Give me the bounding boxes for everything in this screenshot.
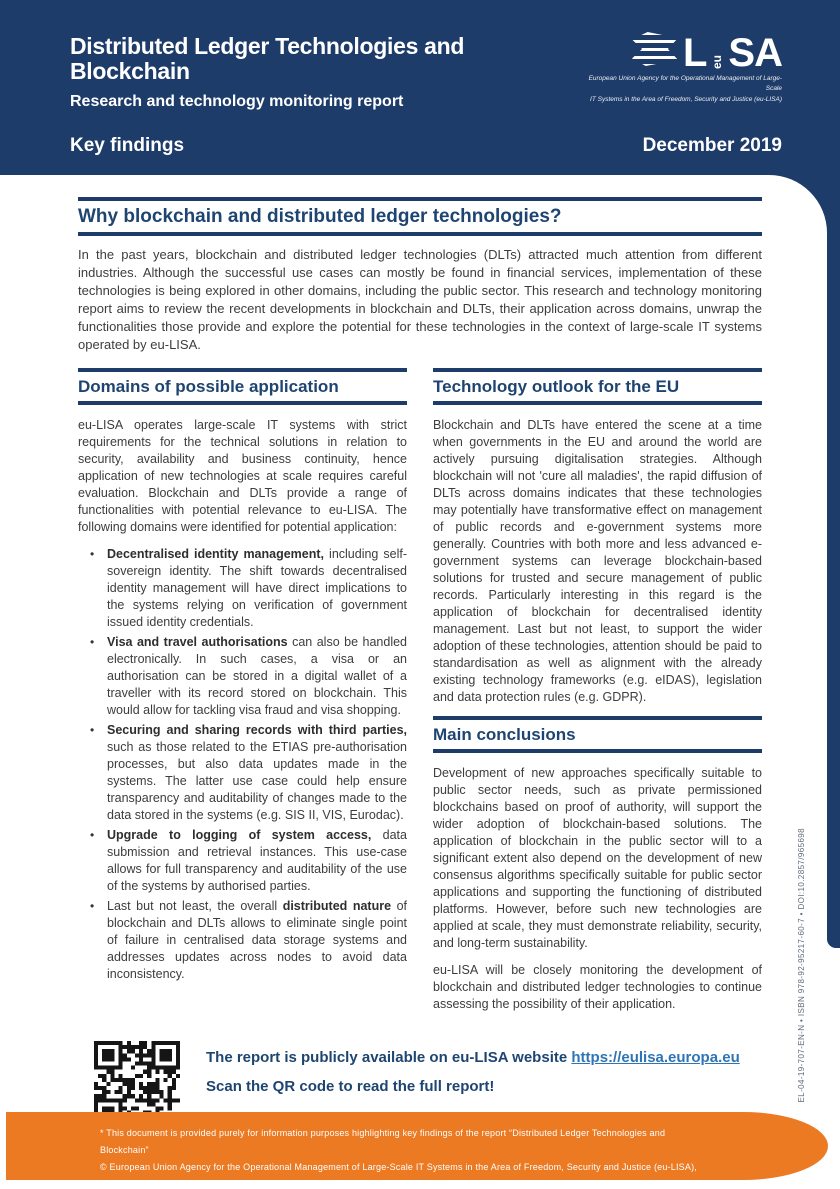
bullet-item-4: • Upgrade to logging of system access, data submission and retrieval instances. This use-case allows for full transparency and auditability of the use of the systems by authorised parties.: [90, 828, 407, 893]
domains-intro-paragraph: eu-LISA operates large-scale IT systems with strict requirements for the technical solutions in relation to security, availability and business continuity, hence application of new technologies at scale requires careful evaluation. Blockchain and DLTs provide a range of functionalities with potential relevance to eu-LISA. The following domains were identified for potential application:: [78, 418, 407, 534]
bullet-item-3: • Securing and sharing records with third parties, such as those related to the ETIAS pre-authorisation processes, but also data updates made in the systems. The latter use case could help ensure transparency and auditability of changes made to the data stored in the systems (e.g. SIS II, VIS, Eurodac).: [90, 723, 407, 822]
section-heading-conclusions: Main conclusions: [433, 716, 762, 753]
eulisa-website-link[interactable]: https://eulisa.europa.eu: [571, 1049, 740, 1066]
bullet-icon: •: [90, 635, 95, 649]
page-title: Distributed Ledger Technologies and Blockchain: [70, 33, 465, 85]
bullet-item-5: • Last but not least, the overall distributed nature of blockchain and DLTs allows to eliminate single point of failure in centralised data storage systems and addresses updates across nodes to avoid data inconsistency.: [90, 899, 407, 981]
conclusions-paragraph-1: Development of new approaches specifically suitable to public sector needs, such as private permissioned blockchains based on proof of authority, will support the wider adoption of blockchain-based solutions. The application of blockchain in the public sector will to a significant extent also depend on the development of new consensus algorithms specifically suitable for public sector applications and supporting the functioning of distributed platforms. However, before such new technologies are applied at scale, they must demonstrate reliability, security, and long-term sustainability.: [433, 766, 762, 950]
scan-qr-line: Scan the QR code to read the full report!: [206, 1078, 495, 1095]
report-availability-line: The report is publicly available on eu-LISA website https://eulisa.europa.eu: [206, 1049, 740, 1066]
domains-bullet-list: [90, 546, 407, 983]
footer-band: [6, 1112, 828, 1189]
logo-letter-l: L: [682, 31, 707, 75]
logo-eu-mark: eu: [710, 54, 725, 69]
report-date: December 2019: [642, 134, 782, 156]
header-band: [0, 0, 840, 175]
footer-disclaimer: * This document is provided purely for information purposes highlighting key findings of the report “Distributed Ledger Technologies and Blockchain”: [100, 1128, 666, 1155]
logo-tagline: European Union Agency for the Operational Management of Large-Scale IT Systems in the Area of Freedom, Security and Justice (eu-LISA): [588, 75, 782, 103]
outlook-paragraph: Blockchain and DLTs have entered the scene at a time when governments in the EU and around the world are actively pursuing digitalisation strategies. Although blockchain will not 'cure all maladies', the rapid diffusion of DLTs across domains indicates that these technologies may potentially have transformative effect on management of public records and e-government systems more generally. Countries with both more and less advanced e-government systems can leverage blockchain-based solutions for trusted and secure management of public records. Particularly interesting in this regard is the application of blockchain for decentralised identity management. Last but not least, to support the wider adoption of these technologies, attention should be paid to standardisation as well as alignment with the already existing technology frameworks (e.g. eIDAS), legislation and data protection rules (e.g. GDPR).: [433, 418, 762, 704]
bullet-icon: •: [90, 828, 95, 842]
bullet-icon: •: [90, 547, 95, 561]
speed-lines-icon: [632, 32, 678, 66]
section-heading-domains: Domains of possible application: [78, 368, 407, 405]
bullet-item-2: • Visa and travel authorisations can also be handled electronically. In such cases, a visa or an authorisation can be stored in a digital wallet of a traveller with its record stored on blockchain. This would allow for tackling visa fraud and visa shopping.: [90, 635, 408, 717]
section-heading-outlook: Technology outlook for the EU: [433, 368, 762, 405]
column-outlook: [433, 368, 762, 1023]
conclusions-paragraph-2: eu-LISA will be closely monitoring the development of blockchain and distributed ledger technologies to continue assessing the possibility of their application.: [433, 963, 762, 1011]
key-findings-label: Key findings: [70, 134, 185, 156]
page-subtitle: Research and technology monitoring report: [70, 92, 404, 110]
column-domains: [78, 368, 407, 986]
intro-paragraph: In the past years, blockchain and distributed ledger technologies (DLTs) attracted much attention from different industries. Although the successful use cases can mostly be found in financial services, implementation of these technologies is being explored in other domains, including the public sector. This research and technology monitoring report aims to review the recent developments in blockchain and DLTs, their application across domains, unwrap the functionalities those provide and explore the potential for these technologies in the context of large-scale IT systems operated by eu-LISA.: [78, 247, 762, 352]
logo-letters-sa: SA: [728, 31, 782, 75]
bullet-icon: •: [90, 899, 95, 913]
content-sheet: [0, 175, 827, 1127]
bullet-icon: •: [90, 723, 95, 737]
footer-copyright: © European Union Agency for the Operational Management of Large-Scale IT Systems in the Area of Freedom, Security and Justice (eu-LISA), 2019: [100, 1162, 697, 1189]
section-heading-why-blockchain: Why blockchain and distributed ledger technologies?: [78, 197, 762, 236]
eu-lisa-logo: [577, 32, 782, 105]
bullet-item-1: • Decentralised identity management, including self-sovereign identity. The shift towards decentralised identity management will have direct implications to the systems relying on verification of government issued identity credentials.: [90, 547, 408, 629]
header-titles: [70, 34, 577, 111]
publication-identifiers: EL-04-19-707-EN-N • ISBN 978-92-95217-60-7 • DOI:10.2857/965698: [797, 828, 806, 1103]
